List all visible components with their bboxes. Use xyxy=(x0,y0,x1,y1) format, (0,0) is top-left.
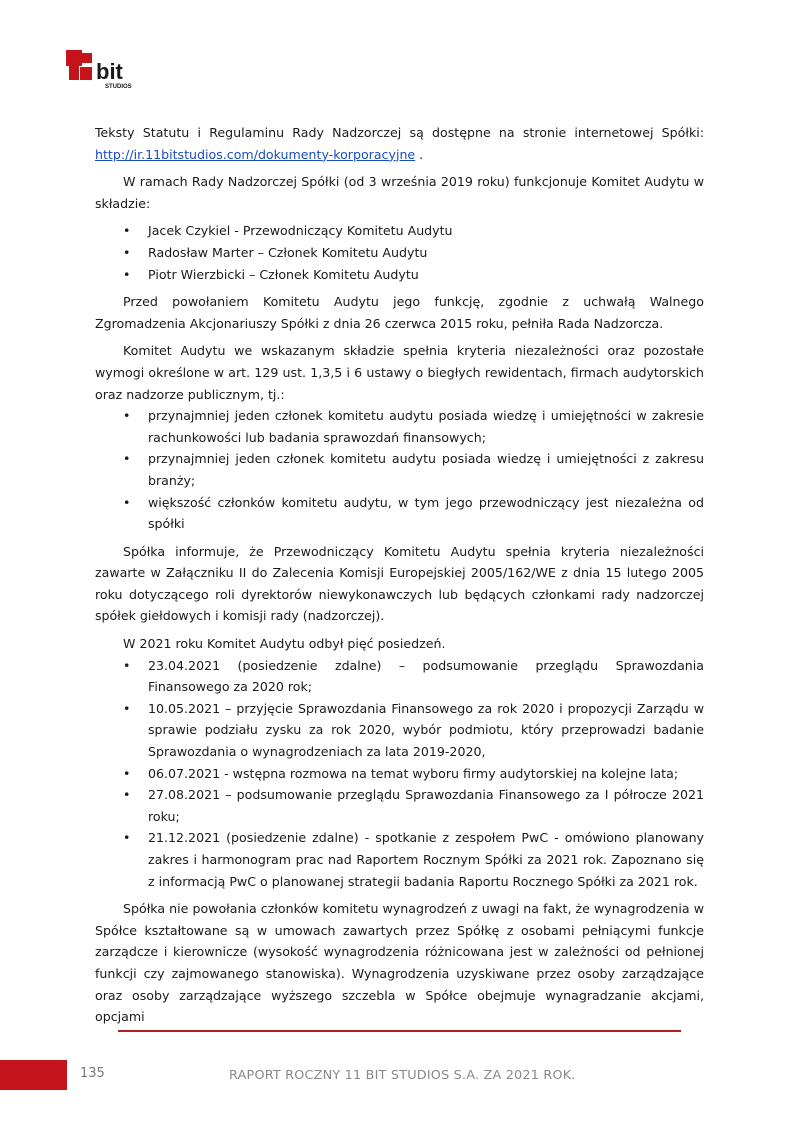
member-text: Jacek Czykiel - Przewodniczący Komitetu Audytu xyxy=(148,223,453,239)
audit-committee-intro: W ramach Rady Nadzorczej Spółki (od 3 września 2019 roku) funkcjonuje Komitet Audytu w składzie: xyxy=(95,174,704,211)
list-item xyxy=(95,655,704,698)
list-item xyxy=(95,763,704,785)
meeting-text: 27.08.2021 – podsumowanie przeglądu Sprawozdania Finansowego za I półrocze 2021 roku; xyxy=(148,787,704,824)
list-item xyxy=(95,698,704,763)
logo-subtitle: STUDIOS xyxy=(105,84,132,90)
bullet-icon: • xyxy=(123,700,131,716)
member-text: Piotr Wierzbicki – Członek Komitetu Audytu xyxy=(148,266,419,282)
chairman-independence-paragraph: Spółka informuje, że Przewodniczący Komitetu Audytu spełnia kryteria niezależności zawarte w Załączniku II do Zalecenia Komisji Europejskiej 2005/162/WE z dnia 15 lutego 2005 roku dotyczącego roli dyrektorów niewykonawczych lub będących członkami rady nadzorczej spółek giełdowych i komisji rady (nadzorczej). xyxy=(95,543,704,624)
bullet-icon: • xyxy=(123,830,131,846)
list-item xyxy=(95,264,704,286)
corporate-documents-link[interactable]: http://ir.11bitstudios.com/dokumenty-korporacyjne xyxy=(95,146,416,162)
bullet-icon: • xyxy=(123,244,131,260)
prior-function-paragraph: Przed powołaniem Komitetu Audytu jego funkcję, zgodnie z uchwałą Walnego Zgromadzenia Akcjonariuszy Spółki z dnia 26 czerwca 2015 roku, pełniła Rada Nadzorcza. xyxy=(95,294,704,331)
bullet-icon: • xyxy=(123,266,131,282)
criterion-text: większość członków komitetu audytu, w tym jego przewodniczący jest niezależna od spółki xyxy=(148,494,704,532)
statute-end: . xyxy=(415,146,424,162)
meeting-text: 23.04.2021 (posiedzenie zdalne) – podsumowanie przeglądu Sprawozdania Finansowego za 2020 rok; xyxy=(148,657,704,695)
bullet-icon: • xyxy=(123,787,131,803)
page-number-block xyxy=(0,1060,67,1090)
list-item xyxy=(95,784,704,827)
bullet-icon: • xyxy=(123,408,131,424)
statute-paragraph xyxy=(95,122,704,165)
page-number: 135 xyxy=(80,1066,105,1081)
meeting-text: 10.05.2021 – przyjęcie Sprawozdania Finansowego za rok 2020 i propozycji Zarządu w sprawie podziału zysku za rok 2020, wybór podmiotu, który przeprowadzi badanie Sprawozdania o wynagrodzeniach za lata 2019-2020, xyxy=(148,700,704,760)
bullet-icon: • xyxy=(123,494,131,510)
footer-title: RAPORT ROCZNY 11 BIT STUDIOS S.A. ZA 2021 ROK. xyxy=(229,1068,576,1083)
logo-wordmark: bit xyxy=(96,59,123,84)
criteria-list xyxy=(95,405,704,535)
statute-text: Teksty Statutu i Regulaminu Rady Nadzorczej są dostępne na stronie internetowej Spółki: xyxy=(95,125,704,140)
list-item xyxy=(95,405,704,448)
company-logo xyxy=(66,50,148,92)
list-item xyxy=(95,220,704,242)
page-content xyxy=(95,122,704,1034)
list-item xyxy=(95,827,704,892)
member-text: Radosław Marter – Członek Komitetu Audytu xyxy=(148,244,428,260)
bullet-icon: • xyxy=(123,657,131,673)
bullet-icon: • xyxy=(123,223,131,239)
remuneration-paragraph: Spółka nie powołania członków komitetu wynagrodzeń z uwagi na fakt, że wynagrodzenia w Spółce kształtowane są w umowach zawartych przez Spółkę z osobami pełniącymi funkcje zarządcze i kierownicze (wysokość wynagrodzenia różnicowana jest w zależności od pełnionej funkcji czy zajmowanego stanowiska). Wynagrodzenia uzyskiwane przez osoby zarządzające oraz osoby zarządzające wyższego szczebla w Spółce obejmuje wynagradzanie akcjami, opcjami xyxy=(95,901,704,1025)
meeting-text: 06.07.2021 - wstępna rozmowa na temat wyboru firmy audytorskiej na kolejne lata; xyxy=(148,765,679,781)
list-item xyxy=(95,448,704,491)
meetings-intro: W 2021 roku Komitet Audytu odbył pięć posiedzeń. xyxy=(123,636,446,652)
independence-paragraph: Komitet Audytu we wskazanym składzie spełnia kryteria niezależności oraz pozostałe wymogi określone w art. 129 ust. 1,3,5 i 6 ustawy o biegłych rewidentach, firmach audytorskich oraz nadzorze publicznym, tj.: xyxy=(95,343,704,402)
committee-members-list xyxy=(95,220,704,285)
criterion-text: przynajmniej jeden członek komitetu audytu posiada wiedzę i umiejętności z zakresu branży; xyxy=(148,451,704,488)
list-item xyxy=(95,492,704,535)
list-item xyxy=(95,242,704,264)
criterion-text: przynajmniej jeden członek komitetu audytu posiada wiedzę i umiejętności w zakresie rachunkowości lub badania sprawozdań finansowych; xyxy=(148,408,704,445)
bullet-icon: • xyxy=(123,451,131,467)
bullet-icon: • xyxy=(123,765,131,781)
meeting-text: 21.12.2021 (posiedzenie zdalne) - spotkanie z zespołem PwC - omówiono planowany zakres i harmonogram prac nad Raportem Rocznym Spółki za 2021 rok. Zapoznano się z informacją PwC o planowanej strategii badania Raportu Rocznego Spółki za 2021 rok. xyxy=(148,830,704,889)
meetings-list xyxy=(95,655,704,893)
footer-divider xyxy=(118,1030,681,1032)
